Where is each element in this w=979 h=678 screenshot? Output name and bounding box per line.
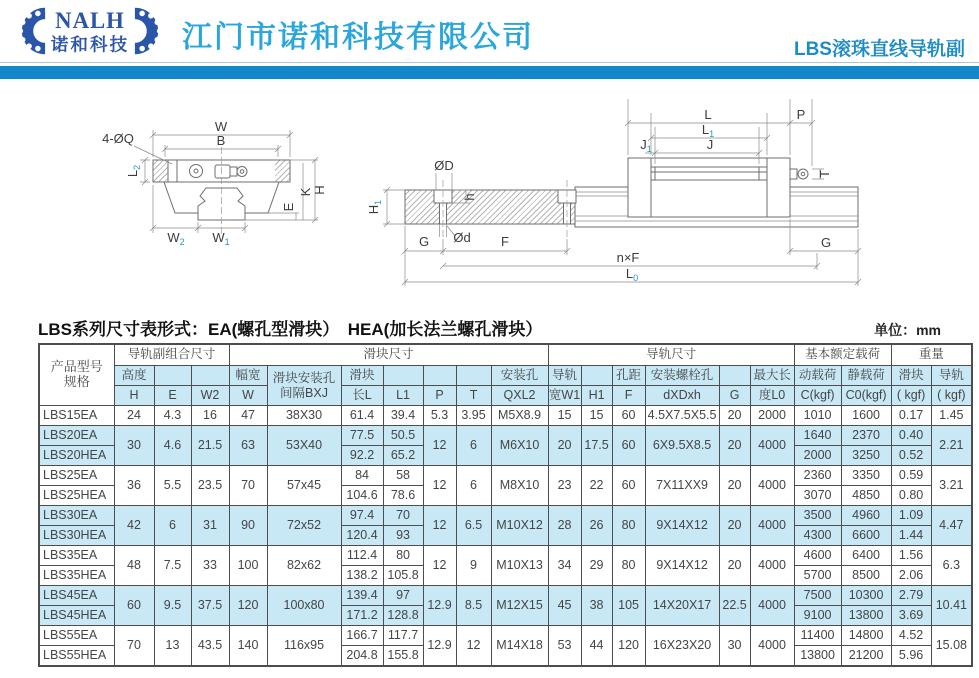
- table-cell: 171.2: [341, 606, 383, 626]
- table-cell: 6: [154, 506, 191, 546]
- table-cell: 9: [456, 546, 491, 586]
- table-cell: 33: [191, 546, 229, 586]
- dim-dd-label: Ød: [453, 230, 471, 245]
- dim-dD-label: ØD: [434, 158, 454, 173]
- table-cell: 105: [612, 586, 645, 626]
- table-cell: 20: [719, 406, 750, 426]
- table-cell: 3.95: [456, 406, 491, 426]
- table-cell: 4000: [750, 426, 794, 466]
- table-cell: 112.4: [341, 546, 383, 566]
- table-cell: 53X40: [267, 426, 341, 466]
- table-cell: 60: [612, 426, 645, 466]
- sub-header-bolt-hole: 安装螺栓孔: [645, 366, 719, 386]
- table-cell: 12: [423, 426, 456, 466]
- table-cell: 65.2: [383, 446, 423, 466]
- model-cell: LBS55HEA: [39, 646, 114, 667]
- table-cell: 4000: [750, 546, 794, 586]
- model-cell: LBS20HEA: [39, 446, 114, 466]
- table-cell: 6X9.5X8.5: [645, 426, 719, 466]
- table-cell: 9.5: [154, 586, 191, 626]
- table-cell: 4.47: [931, 506, 972, 546]
- sub-header-static-load: 静载荷: [841, 366, 891, 386]
- table-row: [39, 426, 972, 446]
- table-cell: 1.44: [891, 526, 931, 546]
- table-cell: 2000: [750, 406, 794, 426]
- table-row: [39, 546, 972, 566]
- group-header-rated-load: 基本额定载荷: [794, 344, 891, 366]
- col-header-kgf-rail: ( kgf): [931, 386, 972, 406]
- table-cell: 6.3: [931, 546, 972, 586]
- table-title: LBS系列尺寸表形式：EA(螺孔型滑块） HEA(加长法兰螺孔滑块）: [38, 320, 543, 339]
- dim-j1-label: $J_1$: [640, 137, 652, 154]
- table-cell: 3250: [841, 446, 891, 466]
- table-cell: 140: [229, 626, 267, 667]
- dim-w1-label: $W_1$: [212, 230, 230, 247]
- table-cell: 97.4: [341, 506, 383, 526]
- model-cell: LBS30EA: [39, 506, 114, 526]
- table-cell: 60: [612, 466, 645, 506]
- dim-h-small-label: h: [462, 193, 477, 201]
- table-cell: 30: [114, 426, 154, 466]
- table-cell: 15.08: [931, 626, 972, 667]
- sub-header-max-len: 最大长: [750, 366, 794, 386]
- sub-header-block: 滑块: [341, 366, 383, 386]
- table-cell: 37.5: [191, 586, 229, 626]
- table-cell: 116x95: [267, 626, 341, 667]
- col-header-C: C(kgf): [794, 386, 841, 406]
- table-cell: 9X14X12: [645, 506, 719, 546]
- table-cell: 128.8: [383, 606, 423, 626]
- table-cell: 2000: [794, 446, 841, 466]
- table-cell: 10300: [841, 586, 891, 606]
- table-cell: 29: [581, 546, 612, 586]
- dim-j-label: J: [706, 137, 714, 152]
- dim-b-label: B: [216, 133, 226, 148]
- table-cell: 53: [548, 626, 581, 667]
- table-cell: 14800: [841, 626, 891, 646]
- table-cell: 7X11XX9: [645, 466, 719, 506]
- sub-header-bxj-line2: 间隔BXJ: [280, 385, 328, 400]
- table-cell: 38X30: [267, 406, 341, 426]
- dim-l0-label: $L_0$: [625, 266, 639, 283]
- group-header-rail-combo: 导轨副组合尺寸: [114, 344, 229, 366]
- table-cell: 3500: [794, 506, 841, 526]
- col-header-product: [39, 344, 114, 406]
- table-cell: 61.4: [341, 406, 383, 426]
- table-cell: 3070: [794, 486, 841, 506]
- table-cell: 12: [423, 466, 456, 506]
- table-cell: 100: [229, 546, 267, 586]
- table-cell: 166.7: [341, 626, 383, 646]
- table-cell: 4.6: [154, 426, 191, 466]
- table-cell: 4000: [750, 506, 794, 546]
- table-cell: 105.8: [383, 566, 423, 586]
- page-header: [0, 0, 979, 62]
- table-cell: 0.80: [891, 486, 931, 506]
- model-cell: LBS25HEA: [39, 486, 114, 506]
- table-cell: 6400: [841, 546, 891, 566]
- table-cell: 7.5: [154, 546, 191, 586]
- table-row: [39, 506, 972, 526]
- col-header-W2: W2: [191, 386, 229, 406]
- table-cell: 72x52: [267, 506, 341, 546]
- table-cell: M14X18: [491, 626, 548, 667]
- model-cell: LBS20EA: [39, 426, 114, 446]
- table-cell: 2360: [794, 466, 841, 486]
- table-cell: 12.9: [423, 586, 456, 626]
- dim-l-label: L: [704, 107, 712, 122]
- table-cell: 78.6: [383, 486, 423, 506]
- table-cell: 4000: [750, 466, 794, 506]
- table-cell: 50.5: [383, 426, 423, 446]
- table-cell: 4.52: [891, 626, 931, 646]
- table-cell: 0.17: [891, 406, 931, 426]
- table-cell: 70: [114, 626, 154, 667]
- dim-g-right-label: G: [820, 235, 832, 250]
- table-cell: 3.21: [931, 466, 972, 506]
- model-cell: LBS45HEA: [39, 606, 114, 626]
- table-cell: 155.8: [383, 646, 423, 667]
- table-cell: 13: [154, 626, 191, 667]
- table-cell: 4.5X7.5X5.5: [645, 406, 719, 426]
- col-header-F: F: [612, 386, 645, 406]
- table-cell: 1600: [841, 406, 891, 426]
- drawings-svg: [0, 85, 979, 313]
- table-cell: 20: [719, 466, 750, 506]
- table-cell: 2.21: [931, 426, 972, 466]
- table-cell: 8500: [841, 566, 891, 586]
- model-cell: LBS15EA: [39, 406, 114, 426]
- table-row: [39, 626, 972, 646]
- side-view-drawing: [366, 99, 861, 286]
- table-cell: 10.41: [931, 586, 972, 626]
- table-cell: 26: [581, 506, 612, 546]
- table-cell: 36: [114, 466, 154, 506]
- table-cell: 80: [612, 546, 645, 586]
- col-header-dXDxh: dXDxh: [645, 386, 719, 406]
- company-name: 江门市诺和科技有限公司: [182, 21, 534, 54]
- table-cell: 58: [383, 466, 423, 486]
- group-header-rail-size: 导轨尺寸: [548, 344, 794, 366]
- col-header-H: H: [114, 386, 154, 406]
- table-cell: 4000: [750, 626, 794, 667]
- model-cell: LBS55EA: [39, 626, 114, 646]
- table-cell: 20: [719, 546, 750, 586]
- sub-header-empty: [719, 366, 750, 386]
- table-cell: M10X12: [491, 506, 548, 546]
- table-cell: 43.5: [191, 626, 229, 667]
- table-cell: 11400: [794, 626, 841, 646]
- table-cell: 15: [581, 406, 612, 426]
- dim-t-label: T: [817, 170, 832, 178]
- table-cell: 1.56: [891, 546, 931, 566]
- sub-header-empty: [423, 366, 456, 386]
- model-cell: LBS35HEA: [39, 566, 114, 586]
- table-title-row: [38, 315, 941, 340]
- model-cell: LBS25EA: [39, 466, 114, 486]
- table-cell: 63: [229, 426, 267, 466]
- spec-table-body: [39, 406, 972, 667]
- table-cell: 20: [719, 506, 750, 546]
- table-cell: 20: [719, 426, 750, 466]
- table-cell: 48: [114, 546, 154, 586]
- table-cell: 90: [229, 506, 267, 546]
- table-cell: 13800: [841, 606, 891, 626]
- logo-text-bottom: 诺和科技: [50, 34, 130, 55]
- table-cell: 12: [423, 506, 456, 546]
- dim-l2-label: $L_2$: [125, 164, 142, 178]
- table-cell: 15: [548, 406, 581, 426]
- sub-header-empty: [581, 366, 612, 386]
- dim-w2-label: $W_2$: [167, 230, 185, 247]
- table-cell: 3.69: [891, 606, 931, 626]
- table-cell: 60: [114, 586, 154, 626]
- dim-h1-label: $H_1$: [366, 199, 383, 215]
- sub-header-weight-block: 滑块: [891, 366, 931, 386]
- table-cell: 1010: [794, 406, 841, 426]
- table-cell: 20: [548, 426, 581, 466]
- table-unit: 单位：mm: [874, 322, 941, 338]
- dim-g-left-label: G: [418, 234, 430, 249]
- table-cell: 9100: [794, 606, 841, 626]
- table-cell: 7500: [794, 586, 841, 606]
- dim-q-label: 4-ØQ: [102, 131, 134, 146]
- table-cell: 104.6: [341, 486, 383, 506]
- table-row: [39, 466, 972, 486]
- table-cell: 5.5: [154, 466, 191, 506]
- spec-table: [38, 343, 973, 667]
- table-cell: 16: [191, 406, 229, 426]
- col-header-kgf-block: ( kgf): [891, 386, 931, 406]
- dim-e-label: E: [281, 202, 296, 212]
- table-cell: 6: [456, 426, 491, 466]
- table-cell: 2370: [841, 426, 891, 446]
- table-cell: 0.59: [891, 466, 931, 486]
- table-cell: 120.4: [341, 526, 383, 546]
- table-row: [39, 586, 972, 606]
- group-header-block-size: 滑块尺寸: [229, 344, 548, 366]
- bearing-logo-icon: [10, 3, 170, 59]
- table-cell: 17.5: [581, 426, 612, 466]
- table-cell: 1.09: [891, 506, 931, 526]
- table-cell: 97: [383, 586, 423, 606]
- col-header-W: W: [229, 386, 267, 406]
- table-cell: 204.8: [341, 646, 383, 667]
- sub-header-empty: [154, 366, 191, 386]
- dim-nxf-label: n×F: [616, 250, 640, 265]
- col-header-P: P: [423, 386, 456, 406]
- table-cell: 1.45: [931, 406, 972, 426]
- product-series-title: LBS滚珠直线导轨副: [793, 39, 965, 60]
- table-cell: 34: [548, 546, 581, 586]
- table-cell: 120: [229, 586, 267, 626]
- table-cell: 70: [229, 466, 267, 506]
- table-cell: M5X8.9: [491, 406, 548, 426]
- table-cell: 117.7: [383, 626, 423, 646]
- model-cell: LBS35EA: [39, 546, 114, 566]
- model-cell: LBS30HEA: [39, 526, 114, 546]
- table-cell: 47: [229, 406, 267, 426]
- col-header-L1: L1: [383, 386, 423, 406]
- col-header-W1: 宽W1: [548, 386, 581, 406]
- col-header-L: 长L: [341, 386, 383, 406]
- group-header-weight: 重量: [891, 344, 972, 366]
- model-cell: LBS45EA: [39, 586, 114, 606]
- table-cell: 4.3: [154, 406, 191, 426]
- table-cell: 138.2: [341, 566, 383, 586]
- dim-h-label: H: [312, 185, 327, 195]
- table-cell: M8X10: [491, 466, 548, 506]
- table-cell: 1640: [794, 426, 841, 446]
- table-cell: 57x45: [267, 466, 341, 506]
- header-group-row: [39, 344, 972, 366]
- table-cell: 84: [341, 466, 383, 486]
- table-cell: 13800: [794, 646, 841, 667]
- table-cell: 0.52: [891, 446, 931, 466]
- col-header-H1: H1: [581, 386, 612, 406]
- dim-f-label: F: [501, 234, 509, 249]
- table-cell: 77.5: [341, 426, 383, 446]
- company-logo: [10, 3, 170, 59]
- table-cell: 2.79: [891, 586, 931, 606]
- dim-w-label: W: [214, 119, 228, 134]
- table-cell: 21200: [841, 646, 891, 667]
- col-header-E: E: [154, 386, 191, 406]
- table-cell: 5700: [794, 566, 841, 586]
- table-cell: 5.3: [423, 406, 456, 426]
- table-cell: 93: [383, 526, 423, 546]
- table-row: [39, 406, 972, 426]
- dim-k-label: K: [298, 187, 313, 197]
- spec-table-head: [39, 344, 972, 406]
- technical-drawings: [0, 85, 979, 313]
- table-cell: 28: [548, 506, 581, 546]
- table-cell: 6.5: [456, 506, 491, 546]
- col-header-product-line2: 规格: [63, 374, 90, 389]
- table-cell: 6600: [841, 526, 891, 546]
- col-header-G: G: [719, 386, 750, 406]
- table-cell: 4850: [841, 486, 891, 506]
- table-cell: 0.40: [891, 426, 931, 446]
- logo-text-top: NALH: [55, 7, 125, 33]
- table-cell: 100x80: [267, 586, 341, 626]
- sub-header-bxj-line1: 滑块安装孔: [272, 371, 336, 386]
- col-header-T: T: [456, 386, 491, 406]
- table-cell: M10X13: [491, 546, 548, 586]
- table-cell: 23.5: [191, 466, 229, 506]
- table-cell: 38: [581, 586, 612, 626]
- table-cell: 4960: [841, 506, 891, 526]
- table-cell: M6X10: [491, 426, 548, 466]
- table-cell: 31: [191, 506, 229, 546]
- table-cell: 39.4: [383, 406, 423, 426]
- header-divider: [0, 62, 979, 63]
- table-cell: 80: [612, 506, 645, 546]
- sub-header-empty: [191, 366, 229, 386]
- table-cell: 92.2: [341, 446, 383, 466]
- sub-header-mount-hole: 安装孔: [491, 366, 548, 386]
- table-cell: 80: [383, 546, 423, 566]
- col-header-C0: C0(kgf): [841, 386, 891, 406]
- table-cell: 45: [548, 586, 581, 626]
- front-view-drawing: [102, 119, 327, 247]
- table-cell: 6: [456, 466, 491, 506]
- dim-p-label: P: [796, 107, 806, 122]
- table-cell: 9X14X12: [645, 546, 719, 586]
- sub-header-dynamic-load: 动载荷: [794, 366, 841, 386]
- table-cell: 30: [719, 626, 750, 667]
- table-cell: 60: [612, 406, 645, 426]
- table-cell: 22: [581, 466, 612, 506]
- sub-header-pitch: 孔距: [612, 366, 645, 386]
- table-cell: 44: [581, 626, 612, 667]
- table-cell: 82x62: [267, 546, 341, 586]
- table-cell: 12.9: [423, 626, 456, 667]
- table-cell: 3350: [841, 466, 891, 486]
- sub-header-weight-rail: 导轨: [931, 366, 972, 386]
- sub-header-height: 高度: [114, 366, 154, 386]
- table-cell: 24: [114, 406, 154, 426]
- table-cell: 21.5: [191, 426, 229, 466]
- sub-header-bxj: [267, 366, 341, 406]
- table-cell: M12X15: [491, 586, 548, 626]
- table-cell: 42: [114, 506, 154, 546]
- header-sub-row: [39, 366, 972, 386]
- col-header-product-line1: 产品型号: [50, 359, 103, 375]
- sub-header-empty: [456, 366, 491, 386]
- sub-header-empty: [383, 366, 423, 386]
- table-cell: 4600: [794, 546, 841, 566]
- table-cell: 70: [383, 506, 423, 526]
- table-cell: 139.4: [341, 586, 383, 606]
- sub-header-width: 幅宽: [229, 366, 267, 386]
- table-cell: 120: [612, 626, 645, 667]
- table-cell: 8.5: [456, 586, 491, 626]
- table-cell: 16X23X20: [645, 626, 719, 667]
- table-cell: 22.5: [719, 586, 750, 626]
- col-header-QXL2: QXL2: [491, 386, 548, 406]
- dim-l1-label: $L_1$: [701, 122, 715, 139]
- col-header-L0: 度L0: [750, 386, 794, 406]
- table-cell: 2.06: [891, 566, 931, 586]
- table-cell: 4300: [794, 526, 841, 546]
- header-blue-bar: [0, 66, 979, 79]
- table-cell: 12: [456, 626, 491, 667]
- table-cell: 4000: [750, 586, 794, 626]
- sub-header-rail: 导轨: [548, 366, 581, 386]
- table-cell: 14X20X17: [645, 586, 719, 626]
- table-cell: 23: [548, 466, 581, 506]
- table-cell: 5.96: [891, 646, 931, 667]
- table-cell: 12: [423, 546, 456, 586]
- header-symbol-row: [39, 386, 972, 406]
